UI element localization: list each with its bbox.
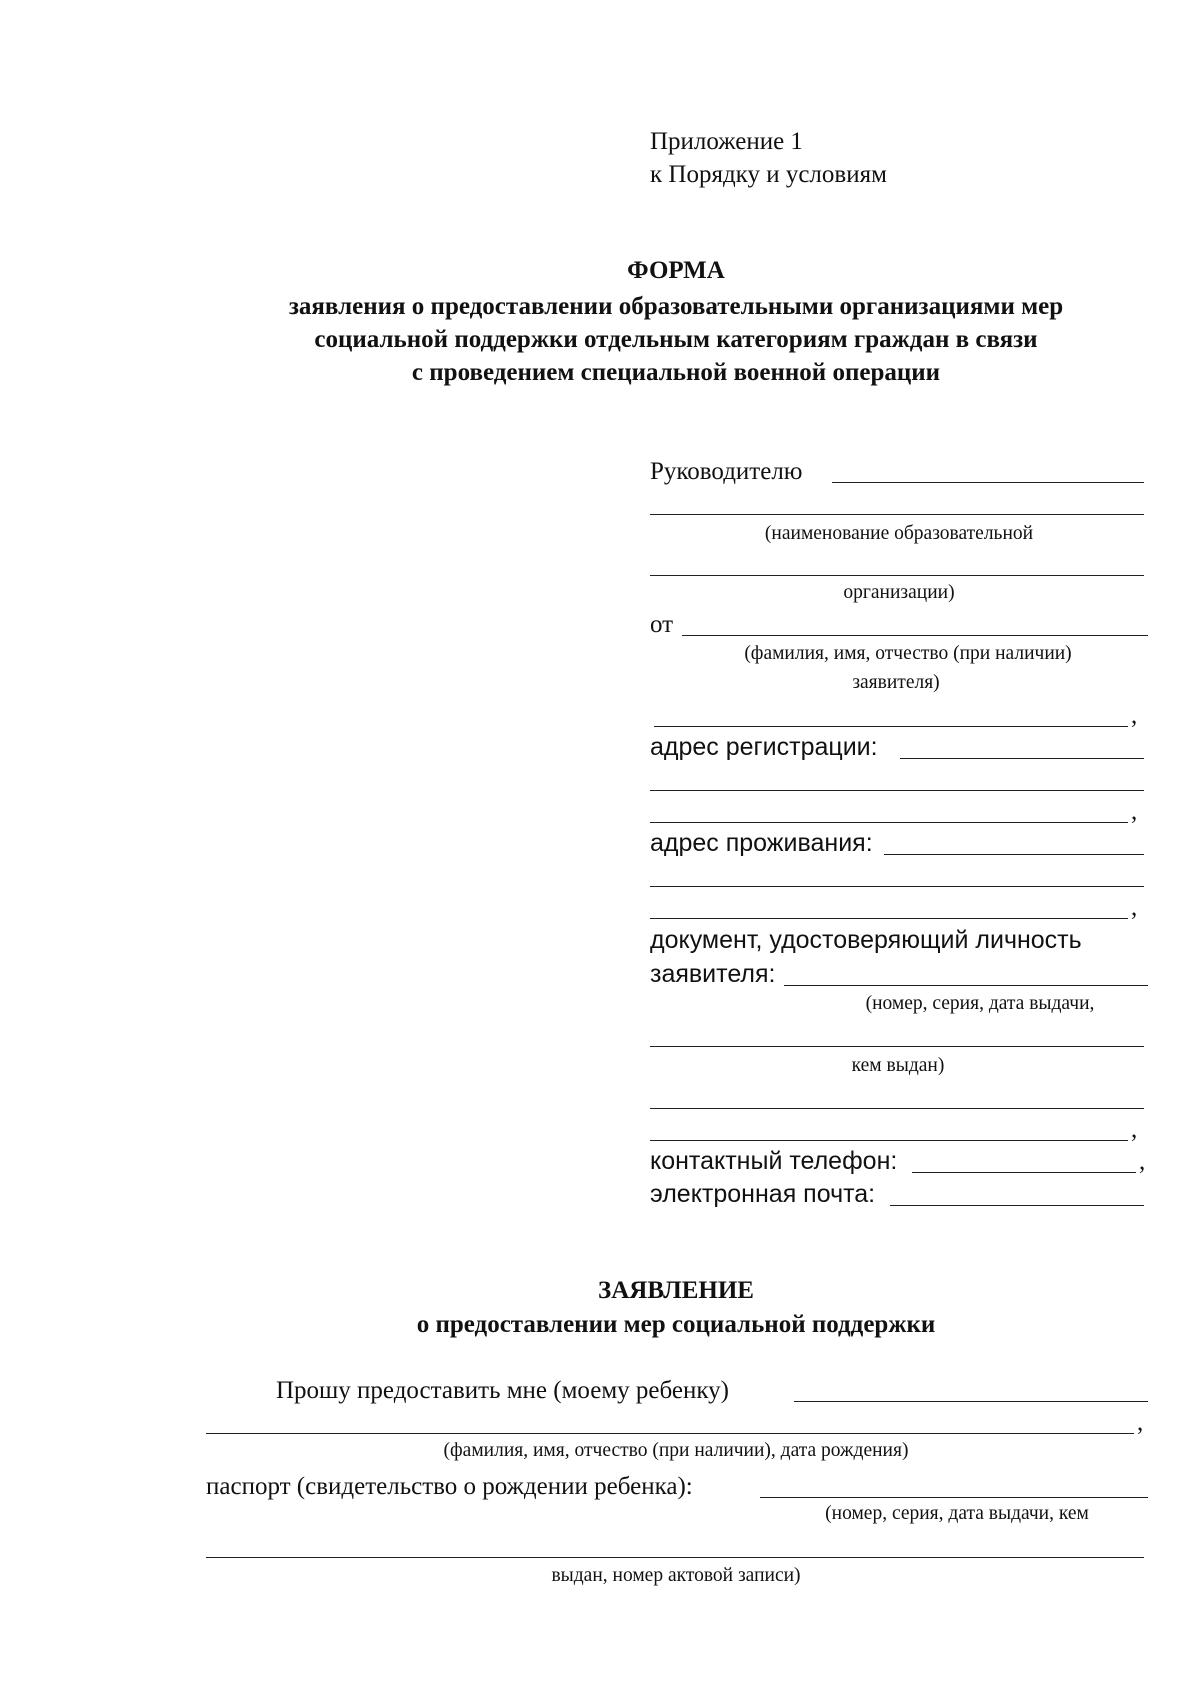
- id-doc-label-1: документ, удостоверяющий личность: [650, 926, 1082, 954]
- comma: ,: [1131, 894, 1138, 921]
- statement-subheading: о предоставлении мер социальной поддержки: [416, 1311, 936, 1338]
- comma: ,: [1131, 798, 1138, 825]
- org-caption-1: (наименование образовательной: [764, 523, 1034, 544]
- statement-heading: ЗАЯВЛЕНИЕ: [598, 1277, 754, 1304]
- appendix-line-1: Приложение 1: [650, 128, 803, 155]
- reg-address-line-3[interactable]: [650, 822, 1128, 823]
- live-address-line-1[interactable]: [884, 854, 1144, 855]
- form-title-line-2: социальной поддержки отдельным категориям граждан в связи: [314, 326, 1038, 353]
- form-title-heading: ФОРМА: [627, 257, 725, 284]
- email-line[interactable]: [890, 1205, 1144, 1206]
- id-doc-line-3[interactable]: [650, 1108, 1144, 1109]
- org-caption-2: организации): [843, 582, 955, 603]
- form-title-line-3: с проведением специальной военной операции: [411, 359, 941, 386]
- phone-label: контактный телефон:: [650, 1147, 898, 1175]
- id-doc-line-2[interactable]: [650, 1046, 1144, 1047]
- id-doc-label-2: заявителя:: [650, 960, 776, 988]
- child-fio-caption: (фамилия, имя, отчество (при наличии), дата рождения): [443, 1440, 909, 1461]
- reg-address-label: адрес регистрации:: [650, 733, 878, 761]
- fio-caption-2: заявителя): [852, 672, 940, 693]
- passport-line-2[interactable]: [206, 1557, 1144, 1558]
- reg-address-line-2[interactable]: [650, 790, 1144, 791]
- id-doc-line-1[interactable]: [784, 985, 1148, 986]
- from-label: от: [650, 611, 674, 638]
- live-address-line-2[interactable]: [650, 886, 1144, 887]
- org-name-line-2[interactable]: [650, 575, 1144, 576]
- comma: ,: [1139, 1148, 1146, 1175]
- fio-caption-1: (фамилия, имя, отчество (при наличии): [744, 643, 1072, 664]
- id-doc-caption-2: кем выдан): [851, 1055, 945, 1076]
- head-label: Руководителю: [650, 458, 803, 485]
- passport-label: паспорт (свидетельство о рождении ребенка):: [206, 1473, 693, 1500]
- form-title-line-1: заявления о предоставлении образовательными организациями мер: [288, 293, 1064, 320]
- applicant-name-line-2[interactable]: [654, 726, 1128, 727]
- request-text: Прошу предоставить мне (моему ребенку): [276, 1377, 729, 1404]
- applicant-name-line[interactable]: [682, 635, 1148, 636]
- appendix-line-2: к Порядку и условиям: [650, 161, 887, 188]
- passport-caption-2: выдан, номер актовой записи): [551, 1565, 801, 1586]
- comma: ,: [1131, 1116, 1138, 1143]
- passport-line-1[interactable]: [760, 1497, 1148, 1498]
- child-name-line-2[interactable]: [206, 1433, 1134, 1434]
- comma: ,: [1131, 702, 1138, 729]
- phone-line[interactable]: [912, 1172, 1136, 1173]
- head-name-line[interactable]: [832, 482, 1144, 483]
- passport-caption-1: (номер, серия, дата выдачи, кем: [825, 1503, 1089, 1524]
- reg-address-line-1[interactable]: [900, 758, 1144, 759]
- comma: ,: [1137, 1409, 1144, 1436]
- email-label: электронная почта:: [650, 1180, 876, 1208]
- org-name-line-1[interactable]: [650, 514, 1144, 515]
- id-doc-line-4[interactable]: [650, 1140, 1128, 1141]
- live-address-line-3[interactable]: [650, 918, 1128, 919]
- child-name-line-1[interactable]: [794, 1401, 1148, 1402]
- id-doc-caption-1: (номер, серия, дата выдачи,: [865, 993, 1095, 1014]
- live-address-label: адрес проживания:: [650, 829, 873, 857]
